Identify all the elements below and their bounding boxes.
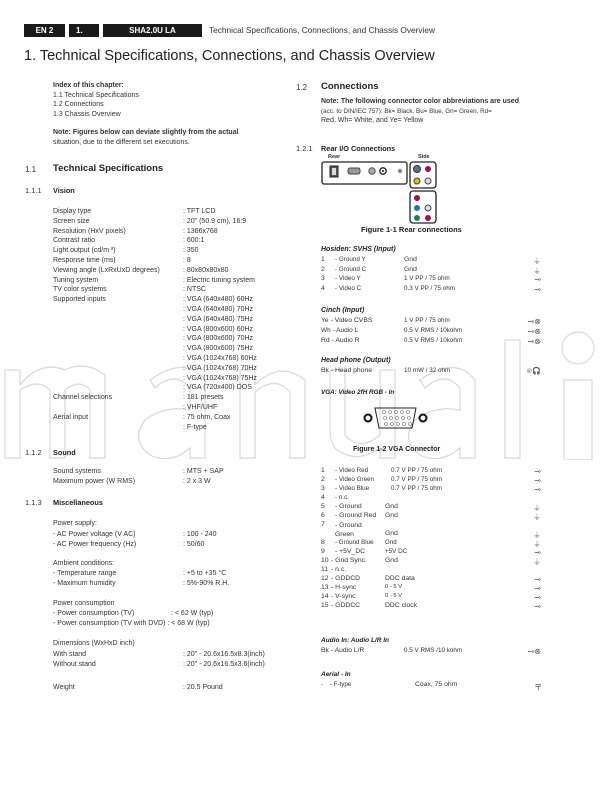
rear-connections-diagram xyxy=(320,160,445,224)
spec-value: : NTSC xyxy=(183,286,206,294)
input-icon: ⊸ xyxy=(534,485,541,494)
input-icon: ⊸ xyxy=(534,275,541,284)
section-heading-vision: Vision xyxy=(53,186,75,195)
page-code-badge: EN 2 xyxy=(24,24,65,37)
pin-name: - Video Y xyxy=(335,275,361,282)
aerial-heading: Aerial - In xyxy=(321,671,351,678)
spec-value: : < 62 W (typ) xyxy=(171,610,214,617)
pin-spec: 0.5 V RMS / 10kohm xyxy=(404,327,463,334)
ground-icon: ⏚ xyxy=(533,266,541,276)
pin-name: Wh - Audio L xyxy=(321,327,359,334)
index-heading: Index of this chapter: xyxy=(53,82,124,89)
pin-number: 6 xyxy=(321,512,325,519)
pin-spec: Gnd xyxy=(385,539,397,546)
pin-name: - n.c. xyxy=(331,566,347,573)
running-title: Technical Specifications, Connections, and Chassis Overview xyxy=(209,25,435,35)
spec-label: - AC Power voltage (V AC) xyxy=(53,530,136,538)
ground-icon: ⏚ xyxy=(533,504,541,513)
spec-label: Sound systems xyxy=(53,468,101,475)
spec-value: : VGA (640x480) 75Hz xyxy=(183,315,254,323)
pin-name: Bk - Audio L/R xyxy=(321,647,365,654)
spec-label: Supported inputs xyxy=(53,296,106,304)
pin-name: Rd - Audio R xyxy=(321,337,360,344)
spec-value: : VGA (640x480) 60Hz xyxy=(183,296,254,304)
input-icon: ⊸ xyxy=(534,575,541,584)
pin-name: - V-sync xyxy=(331,593,356,600)
spec-label: Viewing angle (LxRxUxD degrees) xyxy=(53,266,160,274)
spec-label: Aerial input xyxy=(53,413,89,421)
pin-spec: DDC clock xyxy=(385,602,418,609)
spec-value: : 181 presets xyxy=(183,394,224,402)
spec-value: : 50/60 xyxy=(183,541,205,548)
spec-value: : 8 xyxy=(183,257,191,264)
spec-label: Contrast ratio xyxy=(53,237,96,245)
ground-icon: ⏚ xyxy=(533,558,541,567)
pin-number: 15 xyxy=(321,602,329,609)
section-number: 1.2 xyxy=(296,83,308,92)
pin-spec: 0 - 5 V xyxy=(385,593,403,599)
spec-label: Response time (ms) xyxy=(53,257,116,264)
group-heading: Ambient conditions: xyxy=(53,560,115,567)
spec-value: : 20" - 20.6x16.5x8.3(inch) xyxy=(183,650,265,658)
vision-spec-table xyxy=(53,208,288,433)
spec-value: : 2 x 3 W xyxy=(183,477,211,485)
section-heading-miscellaneous: Miscellaneous xyxy=(53,498,103,507)
pin-name: - Video Green xyxy=(335,476,375,483)
input-icon: ⊸ xyxy=(534,548,541,557)
fig-side-label: Side xyxy=(418,154,430,160)
spec-label: Resolution (HxV pixels) xyxy=(53,227,126,235)
pin-number: 8 xyxy=(321,539,325,546)
spec-value: : 20" (50.9 cm), 16:9 xyxy=(183,217,247,225)
index-item[interactable]: 1.3 Chassis Overview xyxy=(53,110,121,118)
spec-value: : F-type xyxy=(183,423,207,431)
pin-spec: 0 - 5 V xyxy=(385,584,403,590)
pin-name: - GDDCD xyxy=(331,575,361,582)
spec-value: : 100 - 240 xyxy=(183,530,217,538)
spec-label: Weight xyxy=(53,684,75,691)
pin-name: - n.c. xyxy=(335,494,349,501)
pin-spec: 0.7 V PP / 75 ohm xyxy=(391,485,442,492)
spec-value: : MTS + SAP xyxy=(183,468,224,475)
pin-spec: 0.7 V PP / 75 ohm xyxy=(391,476,442,483)
headphone-heading: Head phone (Output) xyxy=(321,357,391,364)
spec-label: - AC Power frequency (Hz) xyxy=(53,541,137,548)
pin-name: - GDDCC xyxy=(331,602,361,609)
spec-value: : +5 to +35 °C xyxy=(183,570,227,577)
spec-label: - Maximum humidity xyxy=(53,580,116,587)
spec-label: - Power consumption (TV) xyxy=(53,610,135,617)
pin-number: 14 xyxy=(321,593,329,600)
pin-spec: 10 mW / 32 ohm xyxy=(404,367,451,374)
section-number: 1.1.3 xyxy=(25,498,42,507)
section-number: 1.2.1 xyxy=(296,144,313,153)
spec-label: Light output (cd/m ²) xyxy=(53,247,116,255)
cinch-heading: Cinch (Input) xyxy=(321,307,365,314)
cinch-input-icon: ⊸⊗ xyxy=(527,327,541,336)
pin-spec: 0.7 V PP / 75 ohm xyxy=(391,467,442,474)
pin-number: 4 xyxy=(321,284,325,292)
input-icon: ⊸ xyxy=(534,602,541,611)
spec-value: : VGA (800x600) 60Hz xyxy=(183,325,254,333)
page-title: 1. Technical Specifications, Connections, and Chassis Overview xyxy=(24,48,435,64)
pin-number: 4 xyxy=(321,494,325,501)
spec-value: : 1366x768 xyxy=(183,227,218,235)
audio-in-heading: Audio In: Audio L/R In xyxy=(321,637,389,644)
pin-spec: 1 V PP / 75 ohm xyxy=(404,317,450,324)
pin-spec: 0.5 V RMS /10 kohm xyxy=(404,647,463,654)
input-icon: ⊸ xyxy=(534,284,541,294)
ground-icon: ⏚ xyxy=(533,257,541,266)
figure-caption-vga: Figure 1-2 VGA Connector xyxy=(353,446,441,453)
section-heading-connections: Connections xyxy=(321,81,379,92)
chapter-index xyxy=(53,81,139,119)
svhs-heading: Hosiden: SVHS (Input) xyxy=(321,246,396,253)
pin-name: - Video C xyxy=(335,284,362,292)
spec-value: : 20.5 Pound xyxy=(183,684,223,691)
spec-value: : VGA (720x400) DOS xyxy=(183,384,252,392)
ground-icon: ⏚ xyxy=(533,513,541,522)
pin-spec: 0.5 V RMS / 10kohm xyxy=(404,337,463,344)
pin-spec: Gnd xyxy=(404,256,417,263)
note-text: (acc. to DIN/IEC 757): Bk= Black, Bu= Blue, Gn= Green, Rd= xyxy=(321,107,492,115)
section-heading-technical-specifications: Technical Specifications xyxy=(53,163,164,174)
pin-name: - Ground xyxy=(335,503,362,510)
spec-label: With stand xyxy=(53,650,87,658)
group-heading: Power supply: xyxy=(53,520,97,527)
pin-name: Bk - Head phone xyxy=(321,367,373,374)
antenna-icon: ╤ xyxy=(535,681,541,690)
spec-value: : TFT LCD xyxy=(183,208,216,215)
pin-number: 2 xyxy=(321,476,325,483)
fig-rear-label: Rear xyxy=(328,154,341,160)
section-number: 1.1 xyxy=(25,165,37,174)
spec-value: : 600:1 xyxy=(183,237,205,245)
input-icon: ⊸ xyxy=(534,593,541,602)
pin-spec: 0.3 V PP / 75 ohm xyxy=(404,284,455,292)
connector-color-note xyxy=(321,97,581,126)
spec-label: - Power consumption (TV with DVD) : < 68 W (typ) xyxy=(53,620,210,627)
spec-label: Display type xyxy=(53,208,92,215)
cinch-input-icon: ⊸⊗ xyxy=(527,337,541,346)
spec-value: : VGA (1024x768) 70Hz xyxy=(183,364,257,372)
pin-spec: +5V DC xyxy=(385,548,408,555)
pin-number: 12 xyxy=(321,575,329,582)
section-heading-sound: Sound xyxy=(53,448,76,457)
input-icon: ⊸ xyxy=(534,476,541,485)
vga-pin-table xyxy=(321,467,541,627)
vga-heading: VGA: Video 2fH RGB - In xyxy=(321,389,395,396)
spec-value: : VGA (1024x768) 60Hz xyxy=(183,355,257,362)
pin-number: 5 xyxy=(321,503,325,510)
pin-name: - Gnd Sync xyxy=(331,557,365,564)
group-heading: Power consumption xyxy=(53,600,115,607)
spec-label: - Temperature range xyxy=(53,570,117,577)
note-text: Red, Wh= White, and Ye= Yellow xyxy=(321,117,424,125)
spec-label: TV color systems xyxy=(53,286,107,294)
pin-spec: Gnd xyxy=(385,512,398,519)
section-heading-rear-io: Rear I/O Connections xyxy=(321,144,396,153)
pin-name: Ye - Video CVBS xyxy=(321,317,373,324)
pin-number: 1 xyxy=(321,467,325,474)
cinch-input-icon: ⊸⊗ xyxy=(527,647,541,656)
vga-connector-diagram xyxy=(363,405,428,431)
index-item[interactable]: 1.2 Connections xyxy=(53,101,104,109)
spec-value: : 20" - 20.6x16.5x3.6(inch) xyxy=(183,660,265,668)
left-note xyxy=(53,128,283,147)
pin-number: 11 xyxy=(321,566,329,573)
pin-name: - Ground C xyxy=(335,265,367,273)
headphone-icon: ⊗🎧 xyxy=(526,368,541,375)
section-number: 1.1.1 xyxy=(25,186,42,195)
pin-number: 3 xyxy=(321,485,325,492)
model-badge: SHA2.0U LA xyxy=(103,24,202,37)
pin-name: - Video Blue xyxy=(335,485,370,492)
section-number: 1.1.2 xyxy=(25,448,42,457)
pin-spec: Coax, 75 ohm xyxy=(415,681,458,688)
spec-value: : 5%-90% R.H. xyxy=(183,580,230,587)
pin-spec: Gnd xyxy=(385,530,398,537)
input-icon: ⊸ xyxy=(534,467,541,476)
spec-label: Tuning system xyxy=(53,276,99,284)
pin-spec: Gnd xyxy=(385,557,398,564)
spec-value: : VGA (800x600) 75Hz xyxy=(183,345,254,353)
pin-number: 1 xyxy=(321,256,325,263)
group-heading: Dimensions (WxHxD inch) xyxy=(53,640,135,647)
spec-value: : 75 ohm, Coax xyxy=(183,413,231,421)
spec-value: : 350 xyxy=(183,247,199,255)
misc-spec-table xyxy=(53,520,288,720)
spec-label: Maximum power (W RMS) xyxy=(53,477,136,485)
pin-number: 3 xyxy=(321,275,325,282)
spec-value: : Electric tuning system xyxy=(183,276,255,284)
pin-name: - H-sync xyxy=(331,584,357,591)
pin-number: 2 xyxy=(321,265,325,273)
spec-value: : VGA (800x600) 70Hz xyxy=(183,335,254,343)
index-item[interactable]: 1.1 Technical Specifications xyxy=(53,91,139,99)
spec-value: : VGA (1024x768) 75Hz xyxy=(183,374,257,382)
spec-value: : 80x80x80x80 xyxy=(183,266,229,274)
note-bold: Note: Figures below can deviate slightly from the actual xyxy=(53,129,239,136)
spec-label: Without stand xyxy=(53,660,96,668)
pin-name: - Ground Red xyxy=(335,512,377,519)
pin-number: 9 xyxy=(321,548,325,555)
pin-name: - +5V_DC xyxy=(335,548,366,555)
chapter-badge: 1. xyxy=(69,24,99,37)
sound-spec-table xyxy=(53,468,288,488)
spec-value: : VHF/UHF xyxy=(183,404,218,411)
ground-icon: ⏚ xyxy=(533,531,541,540)
pin-name: - Ground Green xyxy=(335,522,362,538)
pin-name: - Ground Y xyxy=(335,256,366,263)
spec-label: Channel selections xyxy=(53,394,113,402)
cinch-input-icon: ⊸⊗ xyxy=(527,317,541,326)
spec-value: : VGA (640x480) 70Hz xyxy=(183,306,254,313)
pin-spec: 1 V PP / 75 ohm xyxy=(404,275,450,282)
pin-name: - Ground Blue xyxy=(335,539,374,546)
pin-name: - Video Red xyxy=(335,467,369,474)
pin-spec: Gnd xyxy=(385,503,398,510)
input-icon: ⊸ xyxy=(534,584,541,593)
figure-caption-rear: Figure 1-1 Rear connections xyxy=(361,225,462,234)
pin-spec: DDC data xyxy=(385,575,415,582)
ground-icon: ⏚ xyxy=(533,540,541,549)
pin-name: - - F-type xyxy=(321,681,352,688)
pin-number: 7 xyxy=(321,521,325,528)
pin-spec: Gnd xyxy=(404,265,417,273)
pin-number: 10 xyxy=(321,557,329,564)
pin-number: 13 xyxy=(321,584,329,591)
note-text: situation, due to the different set executions. xyxy=(53,138,190,146)
spec-label: Screen size xyxy=(53,217,90,225)
note-bold: Note: The following connector color abbreviations are used xyxy=(321,98,519,105)
